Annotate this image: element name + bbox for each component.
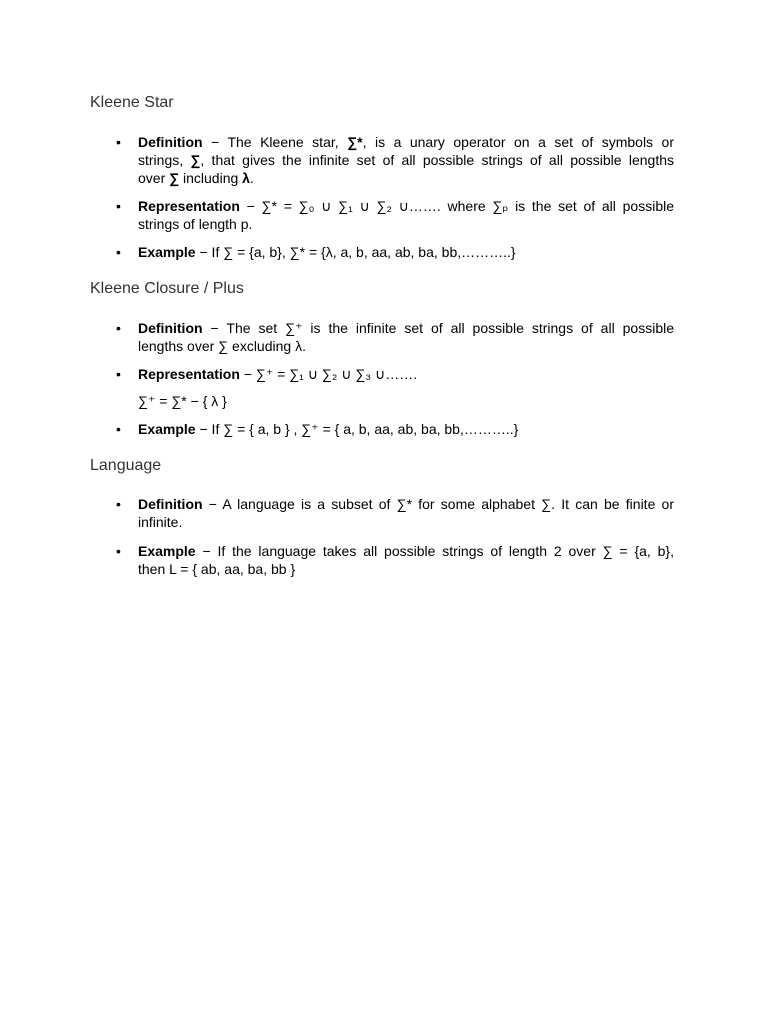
list-item-kleene-plus-example [116,420,674,438]
term-label: Definition [138,320,203,336]
definition-text: , that gives the infinite set of all possible strings of all possible lengths [200,152,674,168]
representation-text: − ∑⁺ = ∑₁ ∪ ∑₂ ∪ ∑₃ ∪……. [243,366,418,382]
example-text: − If ∑ = {a, b}, ∑* = {λ, a, b, aa, ab, ba, bb,………..} [199,244,516,260]
representation-equation: ∑⁺ = ∑* − { λ } [138,393,227,409]
definition-text: . [249,170,254,186]
term-label: Definition [138,496,203,512]
definition-text: including [179,170,243,186]
lambda-symbol: λ [242,170,250,186]
list-item-kleene-star-example [116,243,674,261]
list-item-language-example [116,542,674,578]
bullet-icon: • [116,198,121,214]
list-item-kleene-star-definition [116,133,675,187]
definition-text: over [138,170,170,186]
list-item-kleene-star-representation [116,197,674,233]
list-item-language-definition [116,495,675,531]
section-heading-language: Language [90,457,162,474]
bullet-icon: • [116,134,121,150]
term-label: Representation [138,366,240,382]
bullet-icon: • [116,366,121,382]
term-label: Representation [138,198,240,214]
bullet-icon: • [116,244,121,260]
definition-text: − A language is a subset of ∑* for some alphabet ∑. It can be finite or [208,496,675,512]
list-item-kleene-plus-representation [116,365,674,383]
term-label: Example [138,244,196,260]
definition-text: − The set ∑⁺ is the infinite set of all possible strings of all possible [210,320,674,336]
section-heading-kleene-closure: Kleene Closure / Plus [90,280,244,297]
example-text: − If the language takes all possible strings of length 2 over ∑ = {a, b}, [202,543,674,559]
list-item-kleene-plus-definition [116,319,674,355]
representation-text: − ∑* = ∑₀ ∪ ∑₁ ∪ ∑₂ ∪……. where ∑ₚ is the set of all possible [246,198,674,214]
definition-text-line2: infinite. [138,514,183,530]
term-label: Example [138,543,196,559]
definition-text: strings, [138,152,191,168]
sigma-star-symbol: ∑* [347,134,363,150]
bullet-icon: • [116,320,121,336]
example-text-line2: then L = { ab, aa, ba, bb } [138,561,296,577]
bullet-icon: • [116,543,121,559]
definition-text: , is a unary operator on a set of symbols or [362,134,675,150]
section-heading-kleene-star: Kleene Star [90,94,174,111]
representation-text-line2: strings of length p. [138,216,253,232]
definition-text-line2: lengths over ∑ excluding λ. [138,338,306,354]
example-text: − If ∑ = { a, b } , ∑⁺ = { a, b, aa, ab, ba, bb,………..} [199,421,519,437]
bullet-icon: • [116,496,121,512]
term-label: Example [138,421,196,437]
sigma-symbol: ∑ [190,152,201,168]
term-label: Definition [138,134,203,150]
definition-text: − The Kleene star, [211,134,348,150]
bullet-icon: • [116,421,121,437]
sigma-symbol: ∑ [169,170,180,186]
